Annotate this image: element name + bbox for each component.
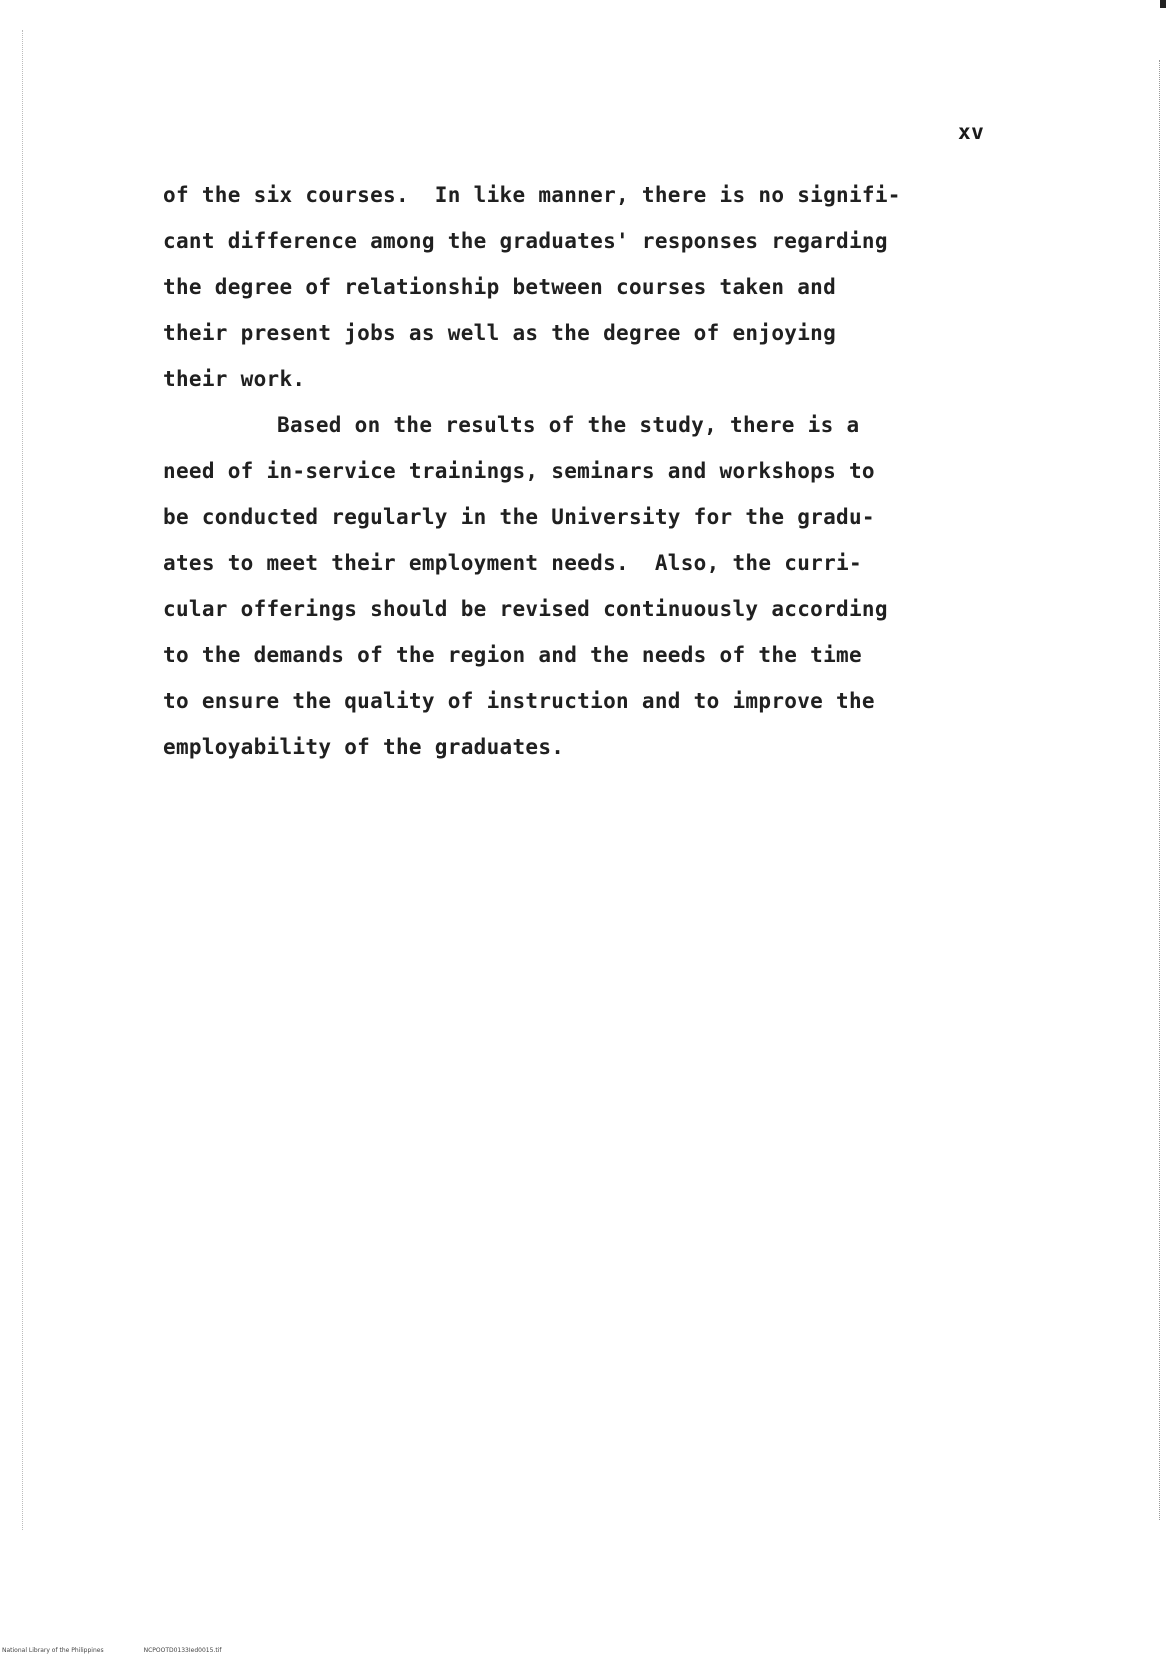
scan-edge-right [1159, 60, 1160, 1520]
text-line-10: cular offerings should be revised continuously according [163, 597, 888, 621]
text-line-5: their work. [163, 367, 306, 391]
text-line-6: Based on the results of the study, there is a [277, 413, 860, 437]
text-line-4: their present jobs as well as the degree of enjoying [163, 321, 837, 345]
text-line-2: cant difference among the graduates' responses regarding [163, 229, 888, 253]
text-line-3: the degree of relationship between courses taken and [163, 275, 837, 299]
text-line-7: need of in-service trainings, seminars and workshops to [163, 459, 875, 483]
text-line-9: ates to meet their employment needs. Also, the curri- [163, 551, 862, 575]
text-line-11: to the demands of the region and the needs of the time [163, 643, 862, 667]
footer-library: National Library of the Philippines [2, 1647, 104, 1654]
scan-corner-mark [1160, 0, 1166, 8]
scan-footer [2, 1647, 261, 1654]
text-line-12: to ensure the quality of instruction and to improve the [163, 689, 875, 713]
text-line-13: employability of the graduates. [163, 735, 565, 759]
scan-edge-left [22, 30, 23, 1530]
footer-file-id: NCPOOTD0133Ied0015.tif [143, 1647, 222, 1654]
body-text [163, 172, 983, 770]
text-line-8: be conducted regularly in the University for the gradu- [163, 505, 875, 529]
page-number: xv [958, 120, 985, 144]
text-line-1: of the six courses. In like manner, there is no signifi- [163, 183, 901, 207]
